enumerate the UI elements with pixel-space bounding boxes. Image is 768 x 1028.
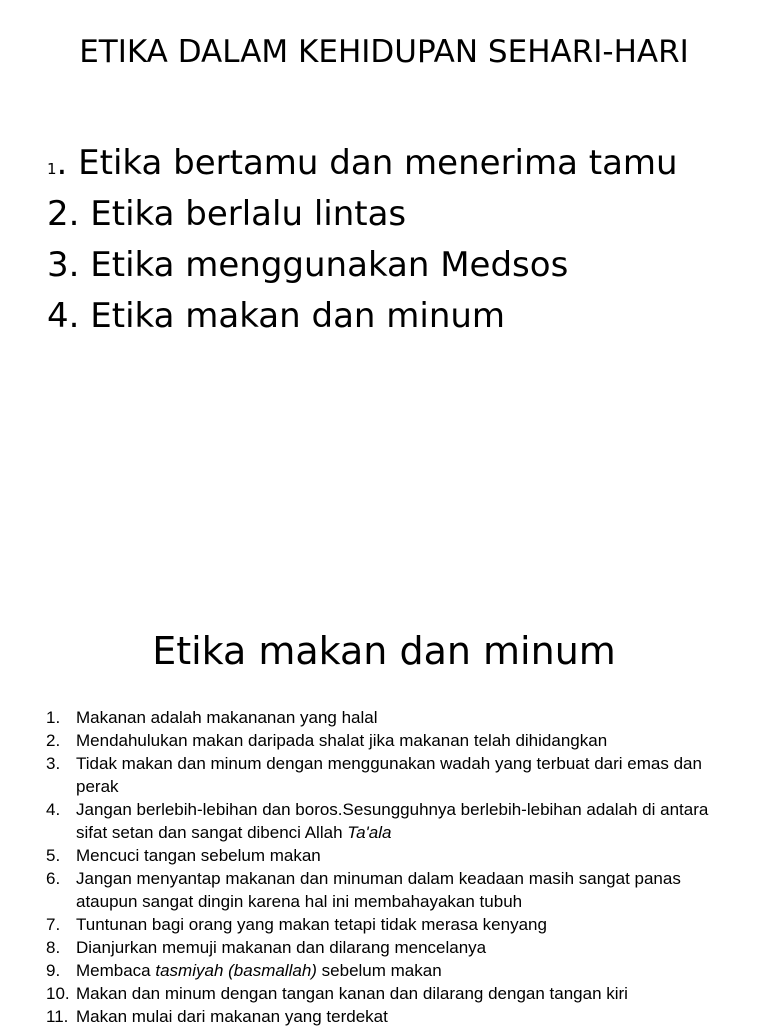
list-item [46, 844, 736, 867]
list-item-number: 1. [46, 708, 61, 727]
slide-2-title: Etika makan dan minum [152, 629, 616, 673]
list-item [46, 867, 736, 913]
list-item [46, 913, 736, 936]
topic-separator: . [68, 245, 91, 285]
topic-separator: . [68, 296, 91, 336]
topic-text: Etika berlalu lintas [90, 194, 407, 234]
list-item [46, 1005, 736, 1028]
list-item [46, 798, 736, 844]
slide-1-title: ETIKA DALAM KEHIDUPAN SEHARI-HARI [79, 34, 689, 70]
list-item-text: Mencuci tangan sebelum makan [76, 846, 321, 865]
list-item-number: 3. [46, 754, 61, 773]
list-item-text: Tuntunan bagi orang yang makan tetapi tidak merasa kenyang [76, 915, 547, 934]
topic-item [47, 291, 747, 342]
list-item [46, 706, 736, 729]
list-item-text-italic: tasmiyah (basmallah) [155, 961, 317, 980]
list-item-text-italic: Ta'ala [347, 823, 392, 842]
list-item [46, 982, 736, 1005]
topic-text: Etika makan dan minum [90, 296, 506, 336]
topic-number: 4 [47, 296, 69, 336]
list-item-text: Dianjurkan memuji makanan dan dilarang mencelanya [76, 938, 487, 957]
topic-text: Etika bertamu dan menerima tamu [78, 143, 678, 183]
list-item-number: 7. [46, 915, 61, 934]
list-item-number: 5. [46, 846, 61, 865]
list-item-text: Makan dan minum dengan tangan kanan dan dilarang dengan tangan kiri [76, 984, 628, 1003]
topic-item [47, 240, 747, 291]
list-item-number: 8. [46, 938, 61, 957]
topic-number: 2 [47, 194, 69, 234]
list-item-number: 11. [46, 1007, 69, 1026]
list-item-text: Tidak makan dan minum dengan menggunakan wadah yang terbuat dari emas dan perak [76, 754, 702, 796]
topic-item [47, 138, 747, 189]
list-item-text: Makanan adalah makananan yang halal [76, 708, 378, 727]
list-item-text: Jangan menyantap makanan dan minuman dalam keadaan masih sangat panas ataupun sangat dingin karena hal ini membahayakan tubuh [76, 869, 681, 911]
list-item-text: Makan mulai dari makanan yang terdekat [76, 1007, 388, 1026]
list-item [46, 729, 736, 752]
topic-separator: . [68, 194, 91, 234]
list-item-number: 6. [46, 869, 61, 888]
slide-2-etiquette-list [46, 706, 736, 1028]
list-item [46, 959, 736, 982]
list-item-text-main: Jangan berlebih-lebihan dan boros.Sesungguhnya berlebih-lebihan adalah di antara sifat setan dan sangat dibenci Allah [76, 800, 709, 842]
list-item-number: 9. [46, 961, 61, 980]
list-item-number: 10. [46, 984, 70, 1003]
list-item-number: 2. [46, 731, 61, 750]
topic-separator: . [56, 143, 79, 183]
list-item-text [76, 798, 736, 844]
topic-text: Etika menggunakan Medsos [90, 245, 569, 285]
list-item-text: Mendahulukan makan daripada shalat jika makanan telah dihidangkan [76, 731, 608, 750]
list-item-text-pre: Membaca [76, 961, 156, 980]
list-item-text-post: sebelum makan [316, 961, 442, 980]
list-item [46, 752, 736, 798]
topic-number: 1 [47, 160, 57, 178]
slide-1-topic-list [47, 138, 747, 342]
list-item-number: 4. [46, 800, 61, 819]
topic-number: 3 [47, 245, 69, 285]
list-item [46, 936, 736, 959]
topic-item [47, 189, 747, 240]
list-item-text [76, 959, 736, 982]
